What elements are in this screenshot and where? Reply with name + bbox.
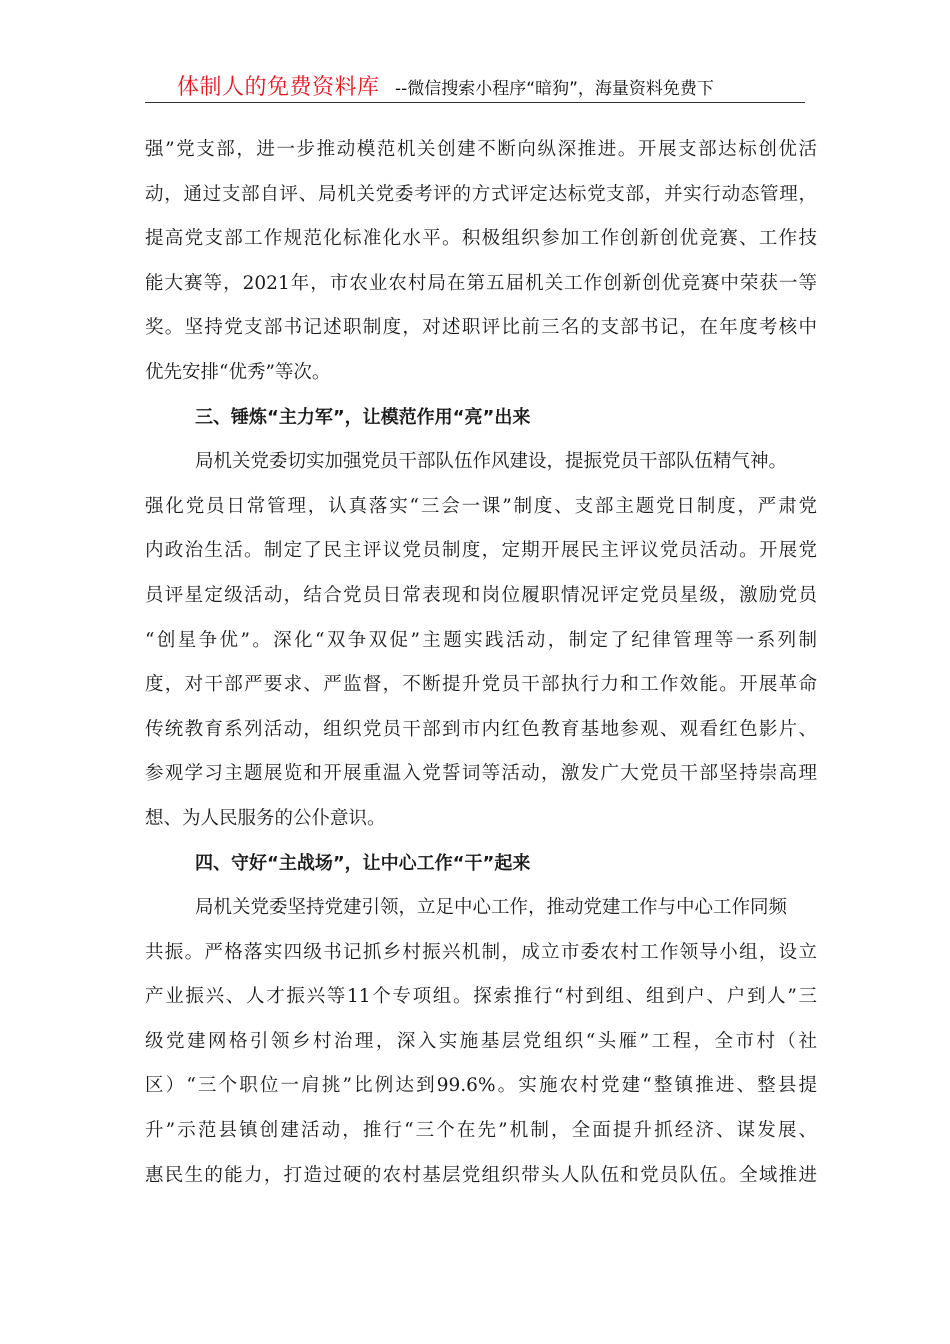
paragraph-line: 区）“三个职位一肩挑”比例达到99.6%。实施农村党建“整镇推进、整县提: [145, 1075, 817, 1097]
document-body: [145, 128, 817, 1198]
header-tagline: --微信搜索小程序“暗狗”，海量资料免费下: [395, 79, 714, 99]
paragraph-line: 级党建网格引领乡村治理，深入实施基层党组织“头雁”工程，全市村（社: [145, 1030, 817, 1052]
paragraph-line: 提高党支部工作规范化标准化水平。积极组织参加工作创新创优竞赛、工作技: [145, 228, 817, 250]
paragraph-line: 强化党员日常管理，认真落实“三会一课”制度、支部主题党日制度，严肃党: [145, 495, 817, 517]
header-brand: 体制人的免费资料库: [177, 75, 380, 100]
paragraph-line: 强”党支部，进一步推动模范机关创建不断向纵深推进。开展支部达标创优活: [145, 139, 817, 160]
paragraph-line: 共振。严格落实四级书记抓乡村振兴机制，成立市委农村工作领导小组，设立: [145, 941, 817, 963]
paragraph-line: 员评星定级活动，结合党员日常表现和岗位履职情况评定党员星级，激励党员: [145, 584, 817, 606]
paragraph-line: 度，对干部严要求、严监督，不断提升党员干部执行力和工作效能。开展革命: [145, 674, 817, 696]
paragraph-line: 动，通过支部自评、局机关党委考评的方式评定达标党支部，并实行动态管理，: [145, 183, 817, 205]
paragraph-line: 能大赛等，2021年，市农业农村局在第五届机关工作创新创优竞赛中荣获一等: [145, 272, 817, 294]
paragraph-line: 奖。坚持党支部书记述职制度，对述职评比前三名的支部书记，在年度考核中: [145, 317, 817, 339]
paragraph-line: 参观学习主题展览和开展重温入党誓词等活动，激发广大党员干部坚持崇高理: [145, 763, 817, 785]
paragraph-line: 优先安排“优秀”等次。: [145, 361, 331, 383]
paragraph-line: 局机关党委切实加强党员干部队伍作风建设，提振党员干部队伍精气神。: [195, 451, 788, 473]
paragraph-line: 局机关党委坚持党建引领，立足中心工作，推动党建工作与中心工作同频: [195, 897, 788, 919]
paragraph-line: 想、为人民服务的公仆意识。: [145, 807, 386, 829]
paragraph-line: 升”示范县镇创建活动，推行“三个在先”机制，全面提升抓经济、谋发展、: [145, 1120, 817, 1142]
section-heading-3: 三、锤炼“主力军”，让模范作用“亮”出来: [195, 406, 531, 428]
paragraph-line: 内政治生活。制定了民主评议党员制度，定期开展民主评议党员活动。开展党: [145, 540, 817, 562]
paragraph-line: 产业振兴、人才振兴等11个专项组。探索推行“村到组、组到户、户到人”三: [145, 986, 817, 1008]
paragraph-line: 传统教育系列活动，组织党员干部到市内红色教育基地参观、观看红色影片、: [145, 718, 817, 740]
paragraph-line: 惠民生的能力，打造过硬的农村基层党组织带头人队伍和党员队伍。全域推进: [145, 1164, 817, 1186]
paragraph-line: “创星争优”。深化“双争双促”主题实践活动，制定了纪律管理等一系列制: [145, 629, 817, 651]
page-header: [145, 70, 805, 103]
section-heading-4: 四、守好“主战场”，让中心工作“干”起来: [195, 852, 531, 874]
